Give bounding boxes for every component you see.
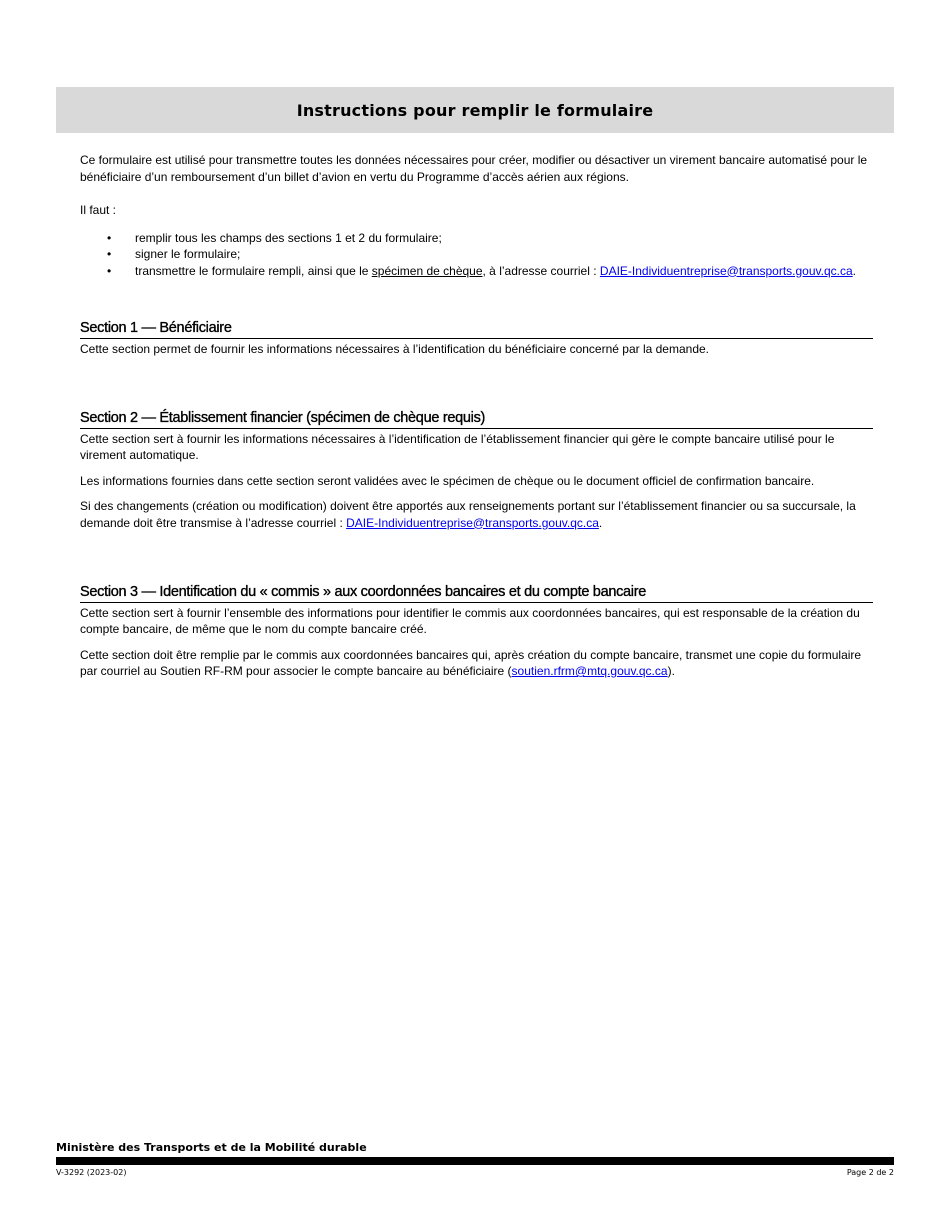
section-2-heading: Section 2 — Établissement financier (spécimen de chèque requis) (80, 410, 873, 429)
section-3-heading: Section 3 — Identification du « commis » aux coordonnées bancaires et du compte bancaire (80, 584, 873, 603)
section-1-heading: Section 1 — Bénéficiaire (80, 320, 873, 339)
footer-ministry: Ministère des Transports et de la Mobilité durable (56, 1141, 367, 1154)
footer-divider (56, 1157, 894, 1165)
list-item: • transmettre le formulaire rempli, ainsi que le spécimen de chèque, à l’adresse courriel : DAIE-Individuentreprise@transports.gouv.qc.ca. (80, 263, 873, 280)
il-faut-label: Il faut : (80, 203, 117, 217)
email-link-daie[interactable]: DAIE-Individuentreprise@transports.gouv.qc.ca (599, 263, 853, 278)
intro-paragraph: Ce formulaire est utilisé pour transmettre toutes les données nécessaires pour créer, modifier ou désactiver un virement bancaire automatisé pour le bénéficiaire d’un remboursement d’un billet d’avion en vertu du Programme d’accès aérien aux régions. (80, 153, 868, 184)
list-item: • remplir tous les champs des sections 1 et 2 du formulaire; (80, 230, 873, 247)
section-1 (80, 320, 873, 357)
page-title: Instructions pour remplir le formulaire (296, 100, 654, 120)
title-banner (56, 87, 894, 133)
requirements-list (80, 230, 873, 280)
section-2 (80, 410, 873, 531)
section-2-text-3: Si des changements (création ou modification) doivent être apportés aux renseignements portant sur l’établissement financier ou sa succursale, la demande doit être transmise à l’adresse courriel : DAIE-Individuentreprise@transports.gouv.qc.ca. (80, 499, 856, 530)
form-code: V-3292 (2023-02) (56, 1168, 127, 1177)
section-3-text-2: Cette section doit être remplie par le commis aux coordonnées bancaires qui, après création du compte bancaire, transmet une copie du formulaire par courriel au Soutien RF-RM pour associer le compte bancaire au bénéficiaire (soutien.rfrm@mtq.gouv.qc.ca). (80, 647, 862, 678)
section-1-text: Cette section permet de fournir les informations nécessaires à l’identification du bénéficiaire concerné par la demande. (80, 341, 710, 356)
section-2-text-1: Cette section sert à fournir les informations nécessaires à l’identification de l’établissement financier qui gère le compte bancaire utilisé pour le virement automatique. (80, 431, 835, 462)
section-3 (80, 584, 873, 680)
page-number: Page 2 de 2 (846, 1168, 894, 1177)
specimen-underline: spécimen de chèque (371, 263, 483, 278)
section-3-text-1: Cette section sert à fournir l’ensemble des informations pour identifier le commis aux coordonnées bancaires, qui est responsable de la création du compte bancaire, de même que le nom du compte bancaire créé. (80, 605, 860, 636)
section-2-text-2: Les informations fournies dans cette section seront validées avec le spécimen de chèque ou le document officiel de confirmation bancaire. (80, 473, 815, 488)
email-link-soutien[interactable]: soutien.rfrm@mtq.gouv.qc.ca (511, 664, 668, 678)
email-link-daie-section-2[interactable]: DAIE-Individuentreprise@transports.gouv.qc.ca (346, 515, 599, 530)
instructions-body (80, 152, 873, 680)
list-item: • signer le formulaire; (80, 246, 873, 263)
